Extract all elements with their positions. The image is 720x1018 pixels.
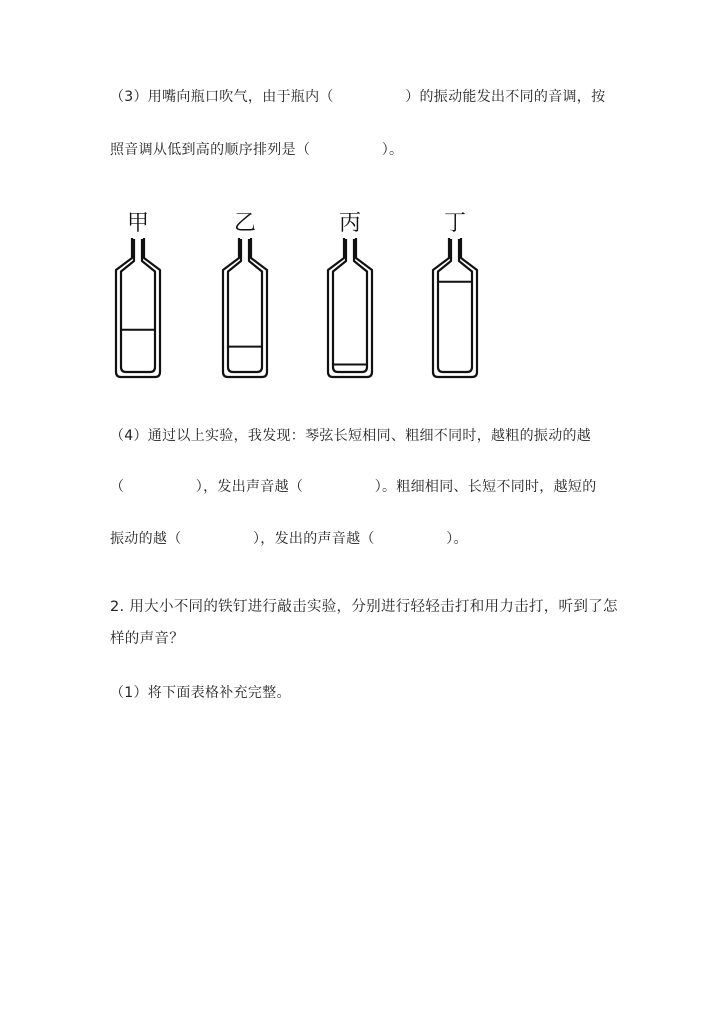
bottle-4 [433,211,477,377]
q4-line-2: （ ），发出声音越（ ）。粗细相同、长短不同时，越短的 [110,479,597,495]
bottle-outer-wall [116,238,160,377]
bottle-label: 甲 [126,211,150,236]
bottle-label: 丙 [338,211,362,236]
question2-sub1: （1）将下面表格补充完整。 [110,685,291,701]
bottle-inner-wall [121,239,155,372]
q4-line-3: 振动的越（ ），发出的声音越（ ）。 [110,531,468,547]
bottle-3 [328,211,372,377]
question2-line-1: 2. 用大小不同的铁钉进行敲击实验，分别进行轻轻击打和用力击打，听到了怎 [110,599,618,615]
q4-line-1: （4）通过以上实验，我发现：琴弦长短相同、粗细不同时，越粗的振动的越 [110,428,592,444]
bottle-label: 丁 [443,211,467,236]
q3-line-2: 照音调从低到高的顺序排列是（ ）。 [110,142,404,158]
bottle-outer-wall [223,238,267,377]
bottle-label: 乙 [233,211,257,236]
bottle-outer-wall [328,238,372,377]
question2-line-2: 样的声音？ [110,631,184,647]
bottles-figure [100,200,500,390]
bottle-1 [116,211,160,377]
bottle-inner-wall [438,239,472,372]
bottle-outer-wall [433,238,477,377]
bottle-inner-wall [228,239,262,372]
bottle-2 [223,211,267,377]
q3-line-1: （3）用嘴向瓶口吹气，由于瓶内（ ）的振动能发出不同的音调，按 [110,89,606,105]
bottle-inner-wall [333,239,367,372]
